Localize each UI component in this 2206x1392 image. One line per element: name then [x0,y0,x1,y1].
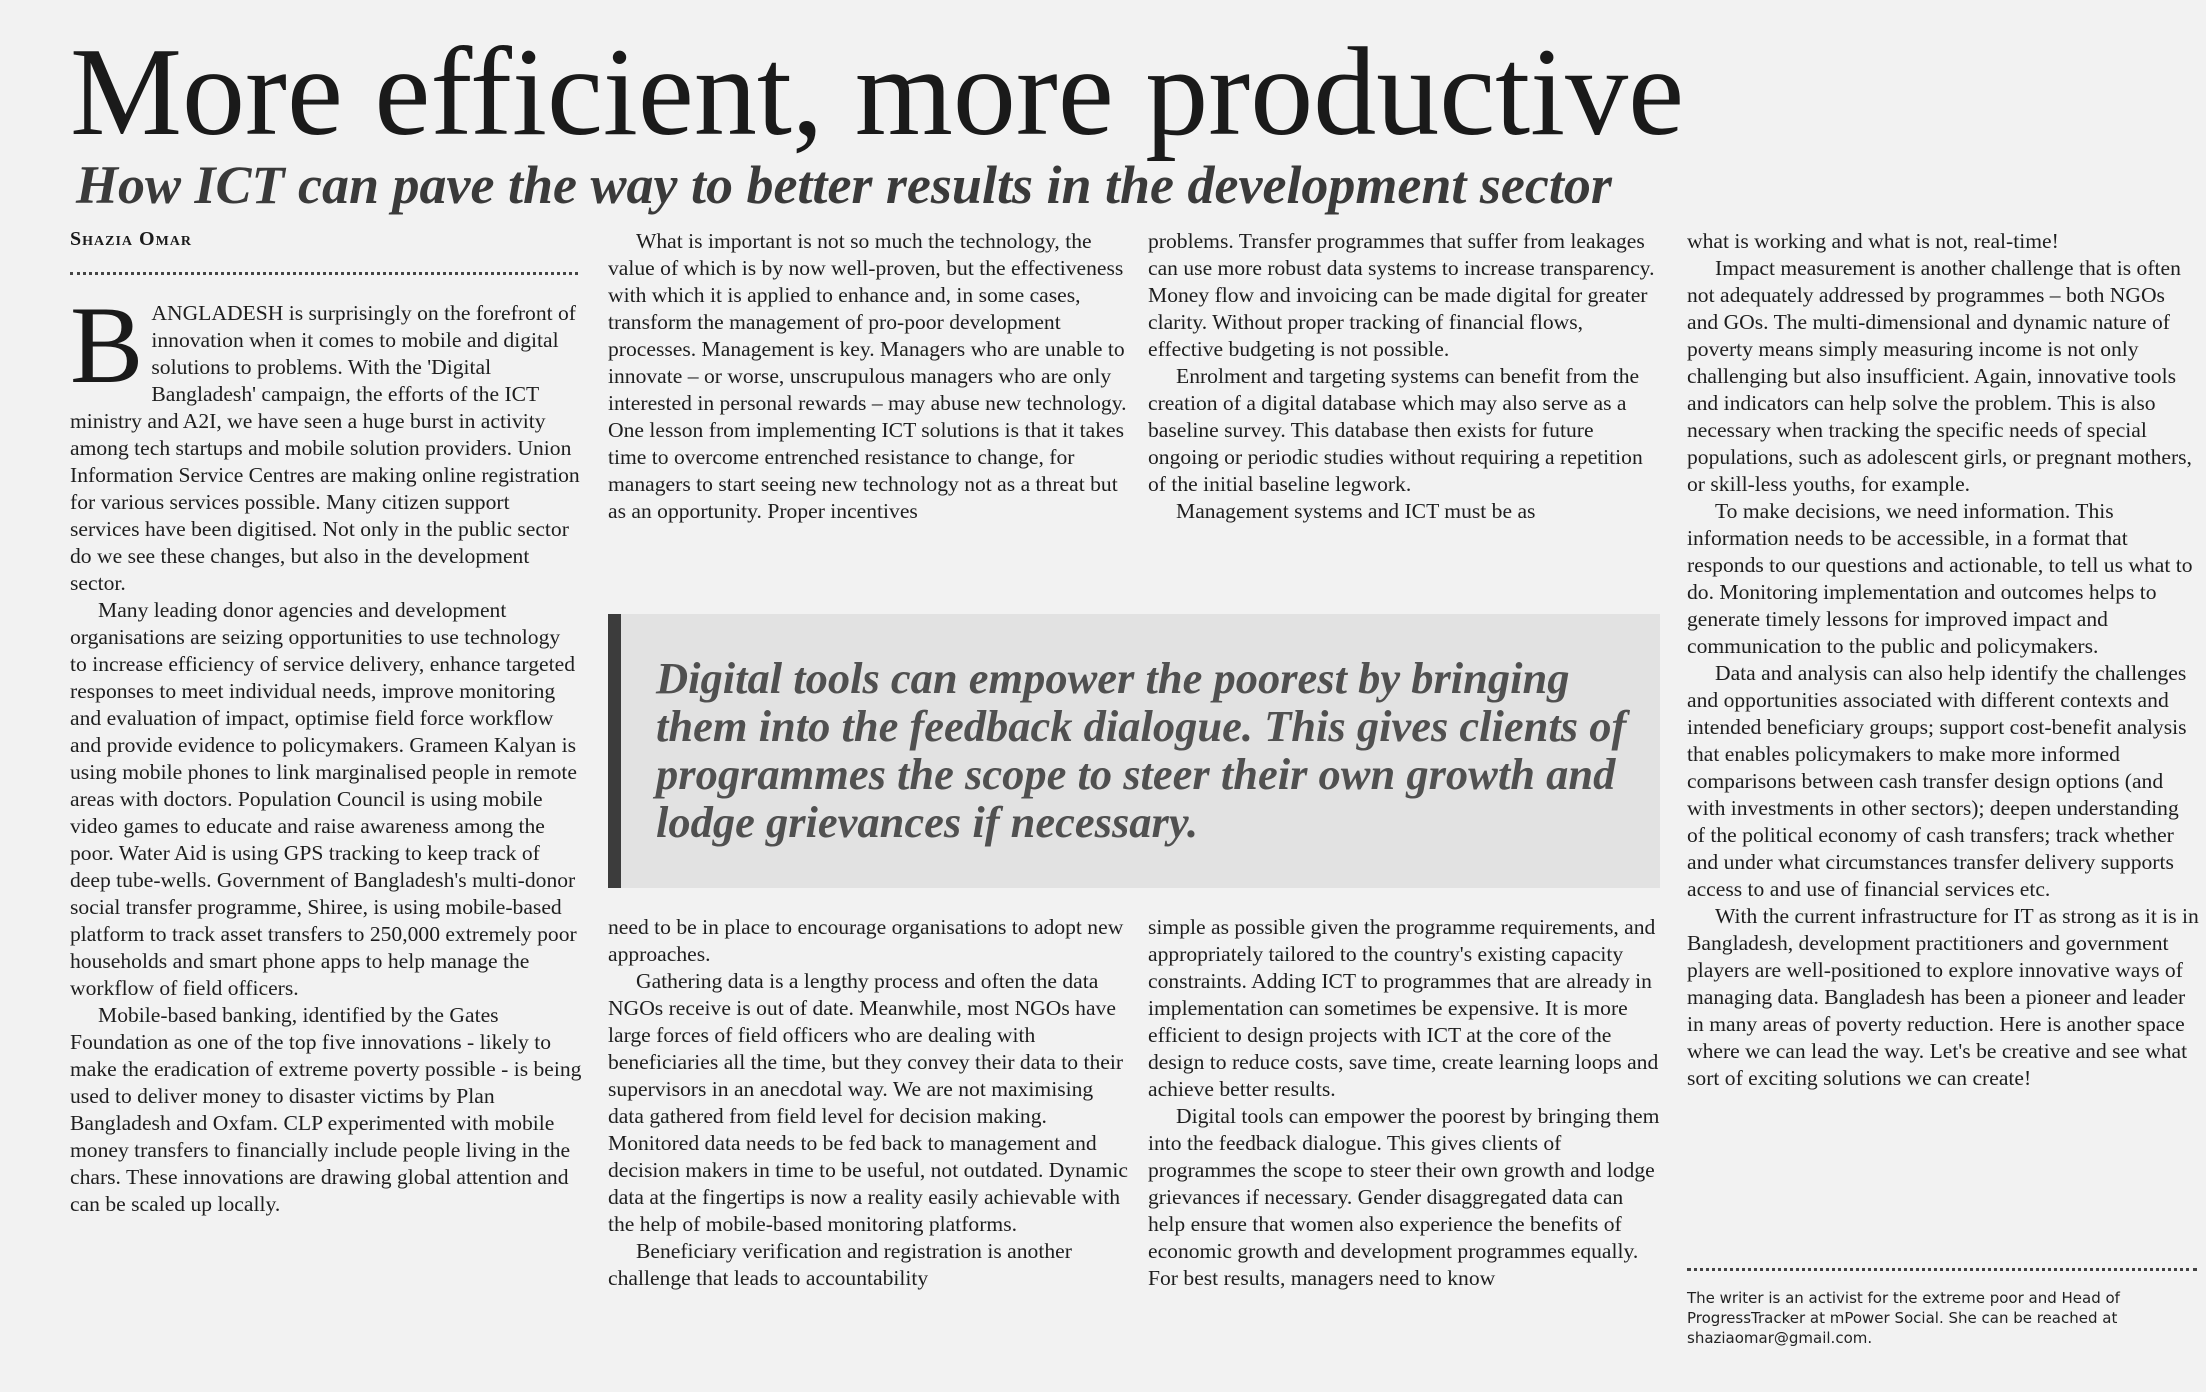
byline-divider [70,272,578,275]
drop-cap: B [70,284,144,406]
column-4 [1687,228,2199,1092]
headline: More efficient, more productive [70,23,1685,162]
paragraph: Many leading donor agencies and development organisations are seizing opportunities to use technology to increase efficiency of service delivery, enhance targeted responses to meet individual needs, improve monitoring and evaluation of impact, optimise field force workflow and provide evidence to policymakers. Grameen Kalyan is using mobile phones to link marginalised people in remote areas with doctors. Population Council is using mobile video games to educate and raise awareness among the poor. Water Aid is using GPS tracking to keep track of deep tube-wells. Government of Bangladesh's multi-donor social transfer programme, Shiree, is using mobile-based platform to track asset transfers to 250,000 extremely poor households and smart phone apps to help manage the workflow of field officers. [70,598,577,1000]
paragraph: what is working and what is not, real-time! [1687,229,2059,253]
paragraph: Mobile-based banking, identified by the Gates Foundation as one of the top five innovations - likely to make the eradication of extreme poverty possible - is being used to deliver money to disaster victims by Plan Bangladesh and Oxfam. CLP experimented with mobile money transfers to financially include people living in the chars. These innovations are drawing global attention and can be scaled up locally. [70,1003,582,1216]
paragraph: Management systems and ICT must be as [1176,499,1536,523]
paragraph: problems. Transfer programmes that suffer from leakages can use more robust data systems to increase transparency. Money flow and invoicing can be made digital for greater clarity. Without proper tracking of financial flows, effective budgeting is not possible. [1148,229,1655,361]
paragraph: What is important is not so much the technology, the value of which is by now well-proven, but the effectiveness with which it is applied to enhance and, in some cases, transform the management of pro-poor development processes. Management is key. Managers who are unable to innovate – or worse, unscrupulous managers who are only interested in personal rewards – may abuse new technology. One lesson from implementing ICT solutions is that it takes time to overcome entrenched resistance to change, for managers to start seeing new technology not as a threat but as an opportunity. Proper incentives [608,229,1127,523]
column-2-top [608,228,1128,525]
paragraph: need to be in place to encourage organisations to adopt new approaches. [608,915,1124,966]
paragraph: BANGLADESH is surprisingly on the forefront of innovation when it comes to mobile and digital solutions to problems. With the 'Digital Bangladesh' campaign, the efforts of the ICT ministry and A2I, we have seen a huge burst in activity among tech startups and mobile solution providers. Union Information Service Centres are making online registration for various services possible. Many citizen support services have been digitised. Not only in the public sector do we see these changes, but also in the development sector. [70,284,580,595]
pull-quote-bar [608,614,621,888]
paragraph: Data and analysis can also help identify the challenges and opportunities associated with different contexts and intended beneficiary groups; support cost-benefit analysis that enables policymakers to make more informed comparisons between cash transfer design options (and with investments in other sectors); deepen understanding of the political economy of cash transfers; track whether and under what circumstances transfer delivery supports access to and use of financial services etc. [1687,661,2187,901]
pull-quote-box [608,614,1660,888]
column-3-bottom [1148,914,1660,1292]
byline: Shazia Omar [70,228,193,250]
column-2-bottom [608,914,1128,1292]
paragraph: Gathering data is a lengthy process and often the data NGOs receive is out of date. Meanwhile, most NGOs have large forces of field officers who are dealing with beneficiaries all the time, but they convey their data to their supervisors in an anecdotal way. We are not maximising data gathered from field level for decision making. Monitored data needs to be fed back to management and decision makers in time to be useful, not outdated. Dynamic data at the fingertips is now a reality easily achievable with the help of mobile-based monitoring platforms. [608,969,1128,1236]
paragraph: Digital tools can empower the poorest by bringing them into the feedback dialogue. This gives clients of programmes the scope to steer their own growth and lodge grievances if necessary. Gender disaggregated data can help ensure that women also experience the benefits of economic growth and development programmes equally. For best results, managers need to know [1148,1104,1660,1290]
paragraph: Beneficiary verification and registration is another challenge that leads to accountability [608,1239,1072,1290]
subheadline: How ICT can pave the way to better results in the development sector [76,155,1612,215]
author-note: The writer is an activist for the extreme poor and Head of ProgressTracker at mPower Social. She can be reached at shaziaomar@gmail.com. [1687,1289,2120,1347]
column-3-top [1148,228,1660,525]
paragraph: Impact measurement is another challenge that is often not adequately addressed by programmes – both NGOs and GOs. The multi-dimensional and dynamic nature of poverty means simply measuring income is not only challenging but also insufficient. Again, innovative tools and indicators can help solve the problem. This is also necessary when tracking the specific needs of special populations, such as adolescent girls, or pregnant mothers, or skill-less youths, for example. [1687,256,2192,496]
paragraph: With the current infrastructure for IT as strong as it is in Bangladesh, development practitioners and government players are well-positioned to explore innovative ways of managing data. Bangladesh has been a pioneer and leader in many areas of poverty reduction. Here is another space where we can lead the way. Let's be creative and see what sort of exciting solutions we can create! [1687,904,2199,1090]
author-note-divider [1687,1268,2197,1271]
pull-quote: Digital tools can empower the poorest by bringing them into the feedback dialogue. This gives clients of programmes the scope to steer their own growth and lodge grievances if necessary. [656,653,1627,847]
paragraph: To make decisions, we need information. This information needs to be accessible, in a format that responds to our questions and actionable, to tell us what to do. Monitoring implementation and outcomes helps to generate timely lessons for improved impact and communication to the public and policymakers. [1687,499,2193,658]
paragraph: simple as possible given the programme requirements, and appropriately tailored to the country's existing capacity constraints. Adding ICT to programmes that are already in implementation can sometimes be expensive. It is more efficient to design projects with ICT at the core of the design to reduce costs, save time, create learning loops and achieve better results. [1148,915,1659,1101]
column-1 [70,284,582,1218]
paragraph: Enrolment and targeting systems can benefit from the creation of a digital database which may also serve as a baseline survey. This database then exists for future ongoing or periodic studies without requiring a repetition of the initial baseline legwork. [1148,364,1643,496]
